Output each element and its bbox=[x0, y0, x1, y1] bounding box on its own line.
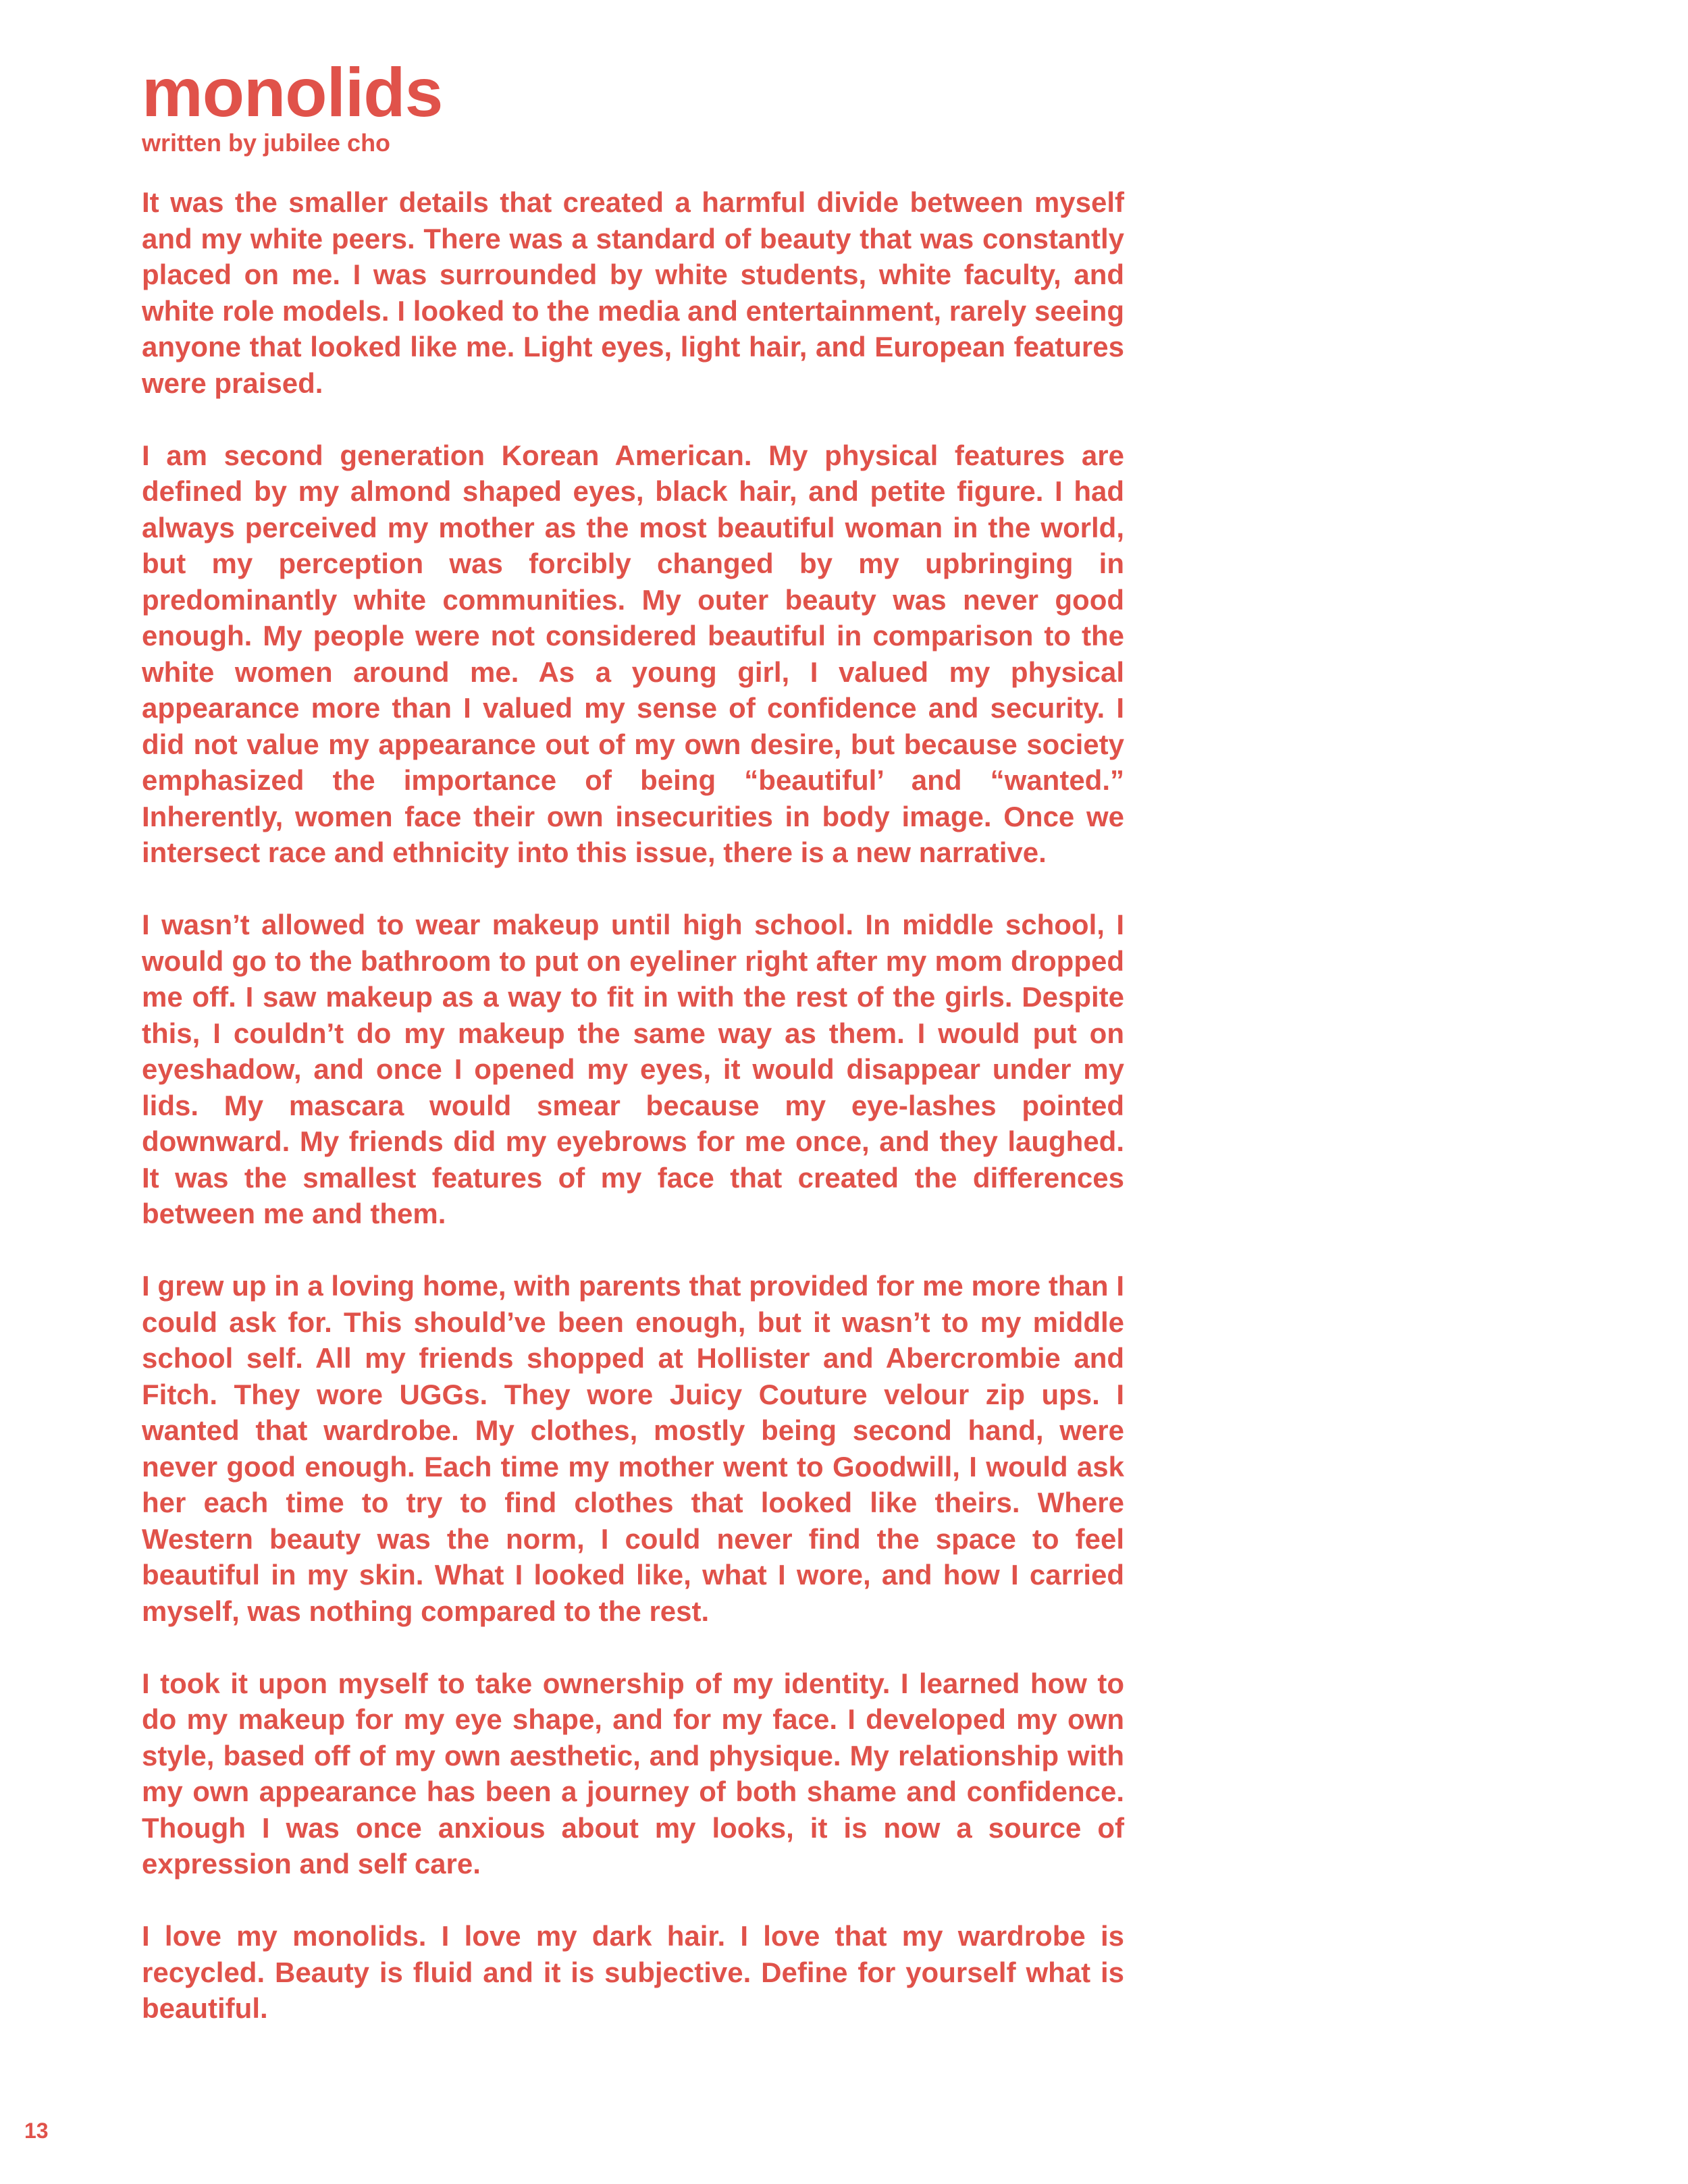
article-paragraph: I am second generation Korean American. My physical features are defined by my almond shaped eyes, black hair, and petite figure. I had always perceived my mother as the most beautiful woman in the world, but my perception was forcibly changed by my upbringing in predominantly white communities. My outer beauty was never good enough. My people were not considered beautiful in comparison to the white women around me. As a young girl, I valued my physical appearance more than I valued my sense of confidence and security. I did not value my appearance out of my own desire, but because society emphasized the importance of being “beautiful’ and “wanted.” Inherently, women face their own insecurities in body image. Once we intersect race and ethnicity into this issue, there is a new narrative. bbox=[142, 439, 1124, 868]
article-paragraph: I took it upon myself to take ownership of my identity. I learned how to do my makeup for my eye shape, and for my face. I developed my own style, based off of my own aesthetic, and physique. My relationship with my own appearance has been a journey of both shame and confidence. Though I was once anxious about my looks, it is now a source of expression and self care. bbox=[142, 1667, 1124, 1880]
article-paragraph: It was the smaller details that created a harmful divide between myself and my white peers. There was a standard of beauty that was constantly placed on me. I was surrounded by white students, white faculty, and white role models. I looked to the media and entertainment, rarely seeing anyone that looked like me. Light eyes, light hair, and European features were praised. bbox=[142, 186, 1124, 399]
article-byline: written by jubilee cho bbox=[142, 129, 391, 157]
page-number: 13 bbox=[24, 2119, 49, 2143]
article-title: monolids bbox=[142, 54, 443, 131]
article-paragraph: I grew up in a loving home, with parents that provided for me more than I could ask for. This should’ve been enough, but it wasn’t to my middle school self. All my friends shopped at Hollister and Abercrombie and Fitch. They wore UGGs. They wore Juicy Couture velour zip ups. I wanted that wardrobe. My clothes, mostly being second hand, were never good enough. Each time my mother went to Goodwill, I would ask her each time to try to find clothes that looked like theirs. Where Western beauty was the norm, I could never find the space to feel beautiful in my skin. What I looked like, what I wore, and how I carried myself, was nothing compared to the rest. bbox=[142, 1270, 1124, 1627]
article-body bbox=[142, 184, 1124, 2027]
article-paragraph: I wasn’t allowed to wear makeup until high school. In middle school, I would go to the bathroom to put on eyeliner right after my mom dropped me off. I saw makeup as a way to fit in with the rest of the girls. Despite this, I couldn’t do my makeup the same way as them. I would put on eyeshadow, and once I opened my eyes, it would disappear under my lids. My mascara would smear because my eye-lashes pointed downward. My friends did my eyebrows for me once, and they laughed. It was the smallest features of my face that created the differences between me and them. bbox=[142, 909, 1124, 1229]
article-paragraph: I love my monolids. I love my dark hair. I love that my wardrobe is recycled. Beauty is fluid and it is subjective. Define for yourself what is beautiful. bbox=[142, 1920, 1124, 2024]
